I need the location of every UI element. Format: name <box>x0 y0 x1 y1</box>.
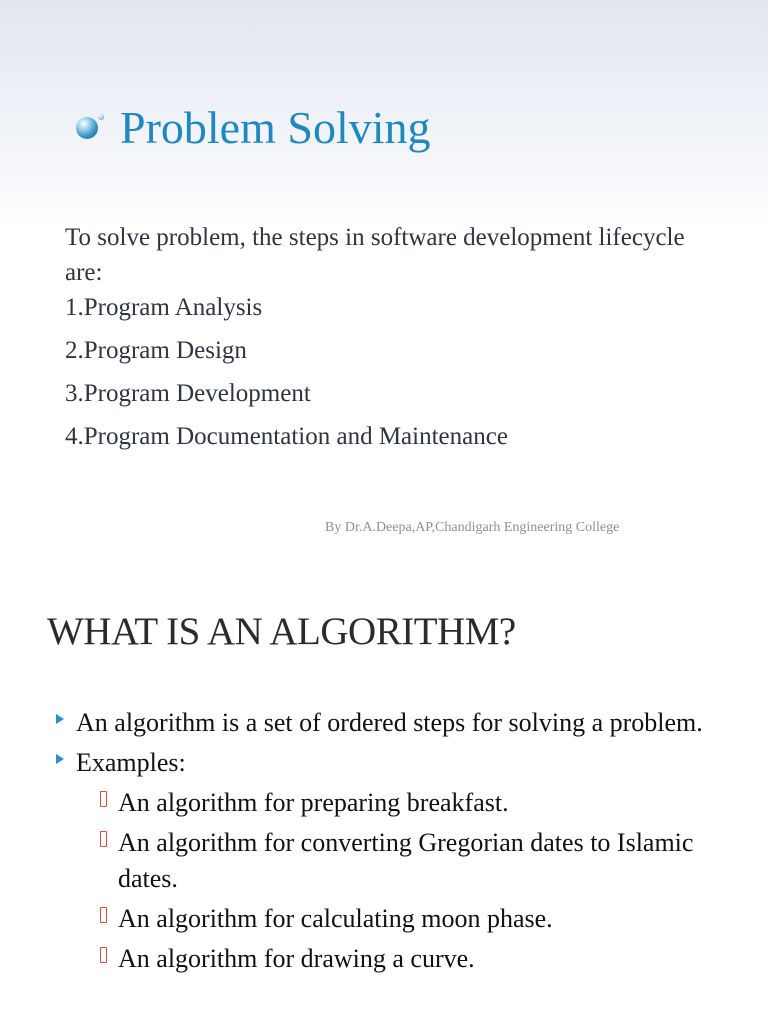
triangle-bullet-icon <box>56 754 64 764</box>
sub-list-item-text: An algorithm for converting Gregorian dates to Islamic dates. <box>118 828 694 893</box>
step-item: 1.Program Analysis <box>65 294 263 321</box>
bullet-list <box>56 705 756 981</box>
slide-title: WHAT IS AN ALGORITHM? <box>47 610 516 653</box>
sub-list-item-text: An algorithm for drawing a curve. <box>118 944 475 973</box>
box-bullet-icon <box>100 791 107 807</box>
step-item: 2.Program Design <box>65 337 247 364</box>
sub-list-item <box>56 941 756 977</box>
intro-text: To solve problem, the steps in software development lifecycle are: <box>65 224 685 286</box>
triangle-bullet-icon <box>56 714 64 724</box>
box-bullet-icon <box>100 907 107 923</box>
list-item-text: Examples: <box>76 748 186 777</box>
sub-list-item <box>56 901 756 937</box>
step-item: 3.Program Development <box>65 380 311 407</box>
bullet-orb-icon <box>76 117 98 139</box>
list-item <box>56 705 756 740</box>
box-bullet-icon <box>100 831 107 847</box>
box-bullet-icon <box>100 947 107 963</box>
step-item: 4.Program Documentation and Maintenance <box>65 423 508 450</box>
sub-list-item-text: An algorithm for calculating moon phase. <box>118 904 553 933</box>
bullet-orb-small-icon <box>98 114 104 120</box>
slide-what-is-algorithm <box>0 577 768 1024</box>
sub-list-item <box>56 825 756 897</box>
slide-title: Problem Solving <box>120 102 431 153</box>
slide-body <box>65 220 705 465</box>
list-item <box>56 745 756 780</box>
sub-list-item <box>56 785 756 821</box>
sub-list-item-text: An algorithm for preparing breakfast. <box>118 788 509 817</box>
list-item-text: An algorithm is a set of ordered steps for solving a problem. <box>76 708 703 737</box>
author-byline: By Dr.A.Deepa,AP,Chandigarh Engineering College <box>325 520 620 535</box>
